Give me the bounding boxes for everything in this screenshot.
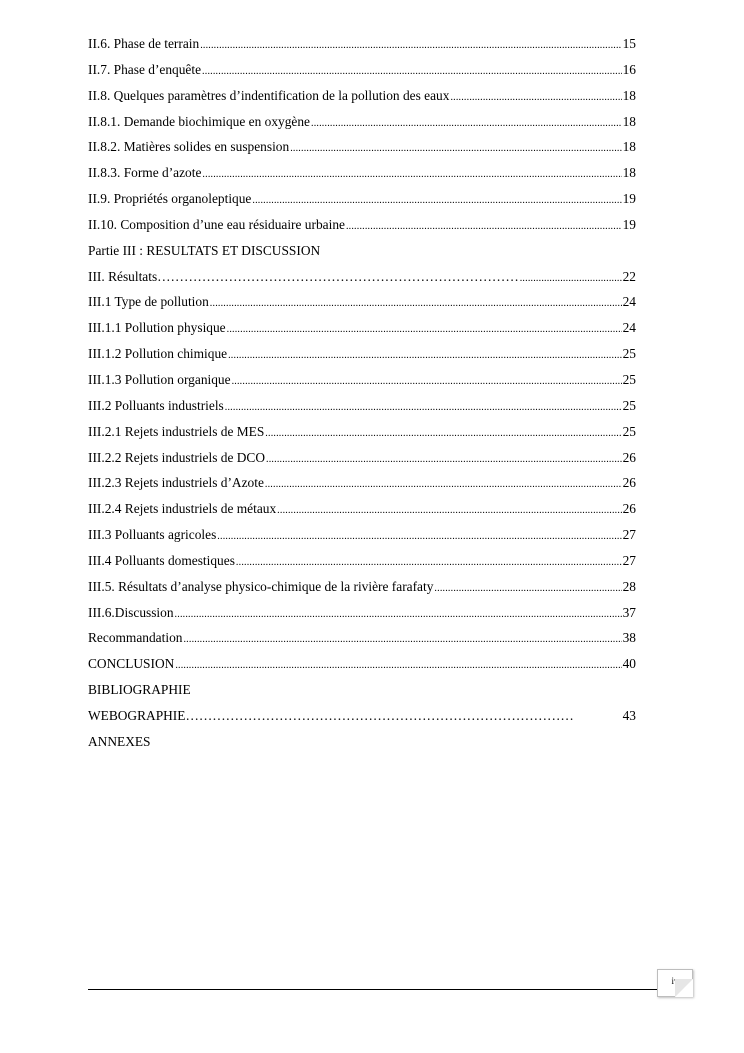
toc-entry[interactable] bbox=[88, 473, 636, 499]
toc-entry-label: II.6. Phase de terrain bbox=[88, 36, 200, 51]
toc-entry-label: III.1.3 Pollution organique bbox=[88, 371, 231, 387]
toc-entry-label: III.2 Polluants industriels bbox=[88, 397, 224, 413]
dot-leader bbox=[346, 217, 622, 237]
toc-entry-label: II.8.1. Demande biochimique en oxygène bbox=[88, 113, 310, 129]
toc-entry-label: III. Résultats……………………………………………………………………… bbox=[88, 268, 519, 284]
toc-entry[interactable] bbox=[88, 422, 636, 448]
toc-entry-label: III.1.2 Pollution chimique bbox=[88, 346, 228, 362]
toc-entry-page: 19 bbox=[622, 191, 636, 207]
footer-rule bbox=[88, 989, 693, 990]
toc-entry-label: III.2.3 Rejets industriels d’Azote bbox=[88, 475, 264, 491]
toc-entry-label: II.8.2. Matières solides en suspension bbox=[88, 139, 290, 155]
toc-entry-label: III.2.2 Rejets industriels de DCO bbox=[88, 449, 266, 465]
dot-leader bbox=[183, 630, 621, 650]
toc-entry-label: ANNEXES bbox=[88, 733, 151, 749]
toc-entry[interactable] bbox=[88, 318, 636, 344]
toc-entry[interactable] bbox=[88, 34, 636, 60]
toc-entry-label: II.7. Phase d’enquête bbox=[88, 61, 202, 77]
toc-entry-page: 16 bbox=[622, 61, 636, 77]
dot-leader bbox=[202, 62, 622, 82]
toc-entry[interactable] bbox=[88, 706, 636, 732]
toc-entry-page: 25 bbox=[622, 397, 636, 413]
toc-entry-page: 26 bbox=[622, 449, 636, 465]
toc-entry[interactable] bbox=[88, 577, 636, 603]
dot-leader bbox=[232, 372, 622, 392]
toc-entry-label: III.2.4 Rejets industriels de métaux bbox=[88, 501, 277, 517]
toc-entry[interactable] bbox=[88, 499, 636, 525]
toc-entry-label: III.2.1 Rejets industriels de MES bbox=[88, 423, 265, 439]
toc-entry[interactable] bbox=[88, 628, 636, 654]
dot-leader bbox=[200, 36, 621, 56]
dot-leader bbox=[277, 501, 621, 521]
toc-entry[interactable] bbox=[88, 112, 636, 138]
dot-leader bbox=[210, 294, 622, 314]
toc-entry-page: 24 bbox=[622, 294, 636, 310]
toc-entry-label: CONCLUSION bbox=[88, 656, 175, 672]
toc-entry-page: 28 bbox=[622, 578, 636, 594]
dot-leader bbox=[450, 88, 621, 108]
toc-entry-page: 43 bbox=[622, 707, 636, 723]
toc-entry[interactable] bbox=[88, 215, 636, 241]
toc-entry-label: II.8. Quelques paramètres d’indentification de la pollution des eaux bbox=[88, 87, 450, 103]
toc-entry-label: III.3 Polluants agricoles bbox=[88, 527, 217, 543]
dot-leader bbox=[175, 656, 621, 676]
toc-entry-page: 37 bbox=[622, 604, 636, 620]
toc-section-heading[interactable] bbox=[88, 241, 636, 267]
toc-entry[interactable] bbox=[88, 344, 636, 370]
toc-entry-label: Recommandation bbox=[88, 630, 183, 646]
dot-leader bbox=[217, 527, 621, 547]
toc-entry-page: 25 bbox=[622, 346, 636, 362]
toc-entry-label: WEBOGRAPHIE…………………………………………………………………………… bbox=[88, 707, 574, 723]
dot-leader bbox=[520, 269, 622, 289]
toc-entry-label: II.9. Propriétés organoleptique bbox=[88, 191, 252, 207]
toc-entry[interactable] bbox=[88, 189, 636, 215]
toc-entry-page: 26 bbox=[622, 475, 636, 491]
toc-entry-page: 18 bbox=[622, 165, 636, 181]
dot-leader bbox=[266, 450, 622, 470]
dot-leader bbox=[434, 579, 621, 599]
toc-entry-page: 26 bbox=[622, 501, 636, 517]
toc-entry-label: III.1 Type de pollution bbox=[88, 294, 209, 310]
dot-leader bbox=[227, 320, 622, 340]
toc-entry[interactable] bbox=[88, 396, 636, 422]
toc-entry[interactable] bbox=[88, 163, 636, 189]
dot-leader bbox=[175, 605, 622, 625]
toc-entry[interactable] bbox=[88, 603, 636, 629]
toc-entry-label: II.8.3. Forme d’azote bbox=[88, 165, 202, 181]
toc-entry[interactable] bbox=[88, 551, 636, 577]
dot-leader bbox=[202, 165, 621, 185]
toc-entry-page: 27 bbox=[622, 527, 636, 543]
toc-entry-label: III.6.Discussion bbox=[88, 604, 174, 620]
toc-entry-page: 22 bbox=[622, 268, 636, 284]
toc-entry-page: 25 bbox=[622, 423, 636, 439]
toc-entry[interactable] bbox=[88, 525, 636, 551]
table-of-contents bbox=[88, 34, 636, 758]
toc-entry-page: 25 bbox=[622, 371, 636, 387]
toc-entry[interactable] bbox=[88, 732, 636, 758]
toc-entry[interactable] bbox=[88, 292, 636, 318]
toc-entry-page: 40 bbox=[622, 656, 636, 672]
toc-entry-label: III.5. Résultats d’analyse physico-chimique de la rivière farafaty bbox=[88, 578, 434, 594]
page-number: iv bbox=[671, 976, 679, 986]
toc-entry[interactable] bbox=[88, 654, 636, 680]
toc-entry-page: 38 bbox=[622, 630, 636, 646]
toc-entry-label: BIBLIOGRAPHIE bbox=[88, 682, 191, 698]
dot-leader bbox=[236, 553, 622, 573]
toc-entry[interactable] bbox=[88, 60, 636, 86]
toc-entry-label: II.10. Composition d’une eau résiduaire urbaine bbox=[88, 216, 345, 232]
toc-entry[interactable] bbox=[88, 86, 636, 112]
toc-entry-page: 24 bbox=[622, 320, 636, 336]
dot-leader bbox=[265, 475, 622, 495]
toc-entry[interactable] bbox=[88, 448, 636, 474]
dot-leader bbox=[225, 398, 622, 418]
toc-entry[interactable] bbox=[88, 137, 636, 163]
toc-entry-page: 18 bbox=[622, 87, 636, 103]
toc-entry-page: 15 bbox=[622, 36, 636, 51]
toc-entry-page: 27 bbox=[622, 552, 636, 568]
page-curl-icon bbox=[675, 979, 693, 997]
toc-entry-label: III.4 Polluants domestiques bbox=[88, 552, 235, 568]
toc-entry-page: 18 bbox=[622, 139, 636, 155]
dot-leader bbox=[228, 346, 622, 366]
toc-entry-page: 18 bbox=[622, 113, 636, 129]
page-number-box bbox=[657, 969, 693, 997]
dot-leader bbox=[265, 424, 621, 444]
toc-entry[interactable] bbox=[88, 370, 636, 396]
toc-entry-label: Partie III : RESULTATS ET DISCUSSION bbox=[88, 242, 321, 258]
toc-entry-page: 19 bbox=[622, 216, 636, 232]
dot-leader bbox=[290, 139, 621, 159]
dot-leader bbox=[252, 191, 621, 211]
toc-entry[interactable] bbox=[88, 267, 636, 293]
toc-entry[interactable] bbox=[88, 680, 636, 706]
toc-entry-label: III.1.1 Pollution physique bbox=[88, 320, 226, 336]
dot-leader bbox=[311, 114, 622, 134]
